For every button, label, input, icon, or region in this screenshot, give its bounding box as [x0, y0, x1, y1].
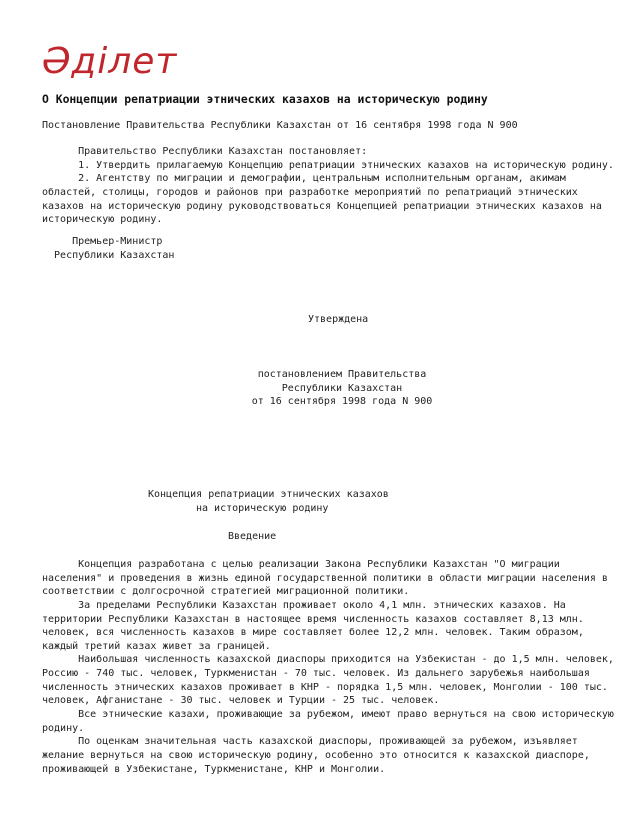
concept-title [148, 488, 389, 515]
text-line: По оценкам значительная часть казахской диаспоры, проживающей за рубежом, изъявляет [42, 736, 578, 748]
text-line: соответствии с долгосрочной стратегией миграционной политики. [42, 586, 410, 598]
text-line: казахов на историческую родину руководствоваться Концепцией репатриации этнических казахов на [42, 200, 602, 212]
approved-label: Утверждена [308, 314, 369, 325]
text-line: постановлением Правительства [257, 369, 427, 380]
text-line: каждый третий казах живет за границей. [42, 640, 271, 652]
adilet-logo[interactable] [42, 42, 177, 82]
text-line: Концепция репатриации этнических казахов [148, 489, 389, 500]
approved-by-block [42, 368, 640, 409]
text-line: 1. Утвердить прилагаемую Концепцию репатриации этнических казахов на историческую родину. [42, 159, 614, 171]
text-line: За пределами Республики Казахстан проживает около 4,1 млн. этнических казахов. На [42, 599, 566, 611]
text-line: человек, Афганистане - 30 тыс. человек и Турции - 25 тыс. человек. [42, 695, 440, 707]
decree-reference: Постановление Правительства Республики Казахстан от 16 сентября 1998 года N 900 [42, 120, 518, 131]
text-line: Премьер-Министр [42, 236, 163, 247]
text-line: Концепция разработана с целью реализации Закона Республики Казахстан "О миграции [42, 559, 560, 570]
text-line: территории Республики Казахстан в настоящее время численность казахов составляет 8,13 млн. [42, 613, 584, 625]
text-line: областей, столицы, городов и районов при разработке мероприятий по репатриаций этнических [42, 186, 578, 198]
text-line: населения" и проведения в жизнь единой государственной политики в области миграции населения в [42, 572, 608, 584]
text-line: Республики Казахстан [281, 382, 403, 394]
text-line: численность этнических казахов проживает в КНР - порядка 1,5 млн. человек, Монголии - 100 тыс. [42, 681, 608, 693]
text-line: Республики Казахстан [42, 249, 175, 261]
signature-block [42, 235, 174, 262]
text-line: 2. Агентству по миграции и демографии, центральным исполнительным органам, акимам [42, 173, 566, 185]
page-title: О Концепции репатриации этнических казахов на историческую родину [42, 92, 488, 106]
text-line: желание вернуться на свою историческую родину, особенно это относится к казахской диаспоре, [42, 749, 590, 761]
section-heading: Введение [228, 531, 277, 542]
text-line: Наибольшая численность казахской диаспоры приходится на Узбекистан - до 1,5 млн. человек, [42, 654, 614, 666]
text-line: Все этнические казахи, проживающие за рубежом, имеют право вернуться на свою историческую [42, 709, 614, 721]
text-line: человек, вся численность казахов в мире составляет более 12,2 млн. человек. Таким образом, [42, 627, 584, 639]
text-line: на историческую родину [196, 502, 329, 514]
text-line: родину. [42, 722, 85, 734]
text-line: проживающей в Узбекистане, Туркменистане, КНР и Монголии. [42, 763, 386, 775]
text-line: историческую родину. [42, 214, 163, 226]
resolution-text [42, 145, 614, 227]
text-line: Россию - 740 тыс. человек, Туркменистан - 70 тыс. человек. Из дальнего зарубежья наибольшая [42, 668, 590, 680]
body-text [42, 558, 614, 776]
text-line: от 16 сентября 1998 года N 900 [251, 396, 433, 408]
logo-text: Әділет [42, 41, 178, 82]
text-line: Правительство Республики Казахстан постановляет: [42, 146, 368, 157]
